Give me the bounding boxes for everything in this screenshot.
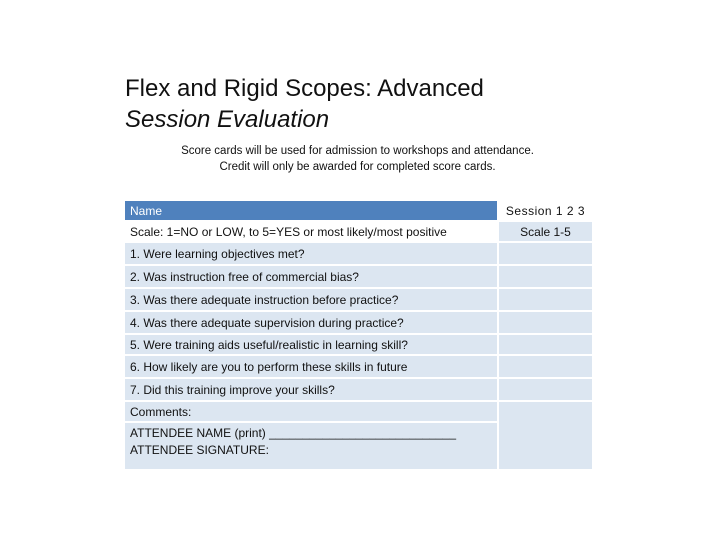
instructions-text	[125, 143, 590, 175]
evaluation-table	[123, 199, 594, 471]
comments-cell[interactable]	[499, 402, 592, 469]
attendee-signature-field[interactable]: ATTENDEE SIGNATURE:	[130, 443, 269, 457]
score-cell[interactable]	[499, 289, 592, 310]
session-header: Session 1 2 3	[499, 201, 592, 220]
instructions-line-2: Credit will only be awarded for completed score cards.	[219, 161, 496, 173]
scale-value: Scale 1-5	[499, 222, 592, 241]
score-cell[interactable]	[499, 243, 592, 264]
question-row	[125, 312, 592, 333]
score-cell[interactable]	[499, 335, 592, 354]
question-label: 5. Were training aids useful/realistic in learning skill?	[125, 335, 497, 354]
comments-row	[125, 402, 592, 421]
title-line-2: Session Evaluation	[125, 106, 330, 133]
question-label: 2. Was instruction free of commercial bias?	[125, 266, 497, 287]
instructions-line-1: Score cards will be used for admission to workshops and attendance.	[181, 145, 534, 157]
question-row	[125, 266, 592, 287]
question-label: 1. Were learning objectives met?	[125, 243, 497, 264]
question-row	[125, 289, 592, 310]
question-label: 4. Was there adequate supervision during practice?	[125, 312, 497, 333]
attendee-block	[125, 423, 497, 469]
score-cell[interactable]	[499, 379, 592, 400]
question-row	[125, 356, 592, 377]
question-label: 6. How likely are you to perform these skills in future	[125, 356, 497, 377]
question-label: 3. Was there adequate instruction before practice?	[125, 289, 497, 310]
score-cell[interactable]	[499, 312, 592, 333]
comments-label: Comments:	[125, 402, 497, 421]
scale-row	[125, 222, 592, 241]
score-cell[interactable]	[499, 356, 592, 377]
question-row	[125, 243, 592, 264]
score-cell[interactable]	[499, 266, 592, 287]
name-header: Name	[125, 201, 497, 220]
scale-label: Scale: 1=NO or LOW, to 5=YES or most likely/most positive	[130, 224, 447, 239]
question-row	[125, 335, 592, 354]
attendee-name-field[interactable]: ATTENDEE NAME (print) ____________________________	[130, 426, 456, 440]
question-label: 7. Did this training improve your skills?	[125, 379, 497, 400]
document-title	[125, 73, 645, 135]
header-row	[125, 201, 592, 220]
question-row	[125, 379, 592, 400]
title-line-1: Flex and Rigid Scopes: Advanced	[125, 75, 484, 102]
